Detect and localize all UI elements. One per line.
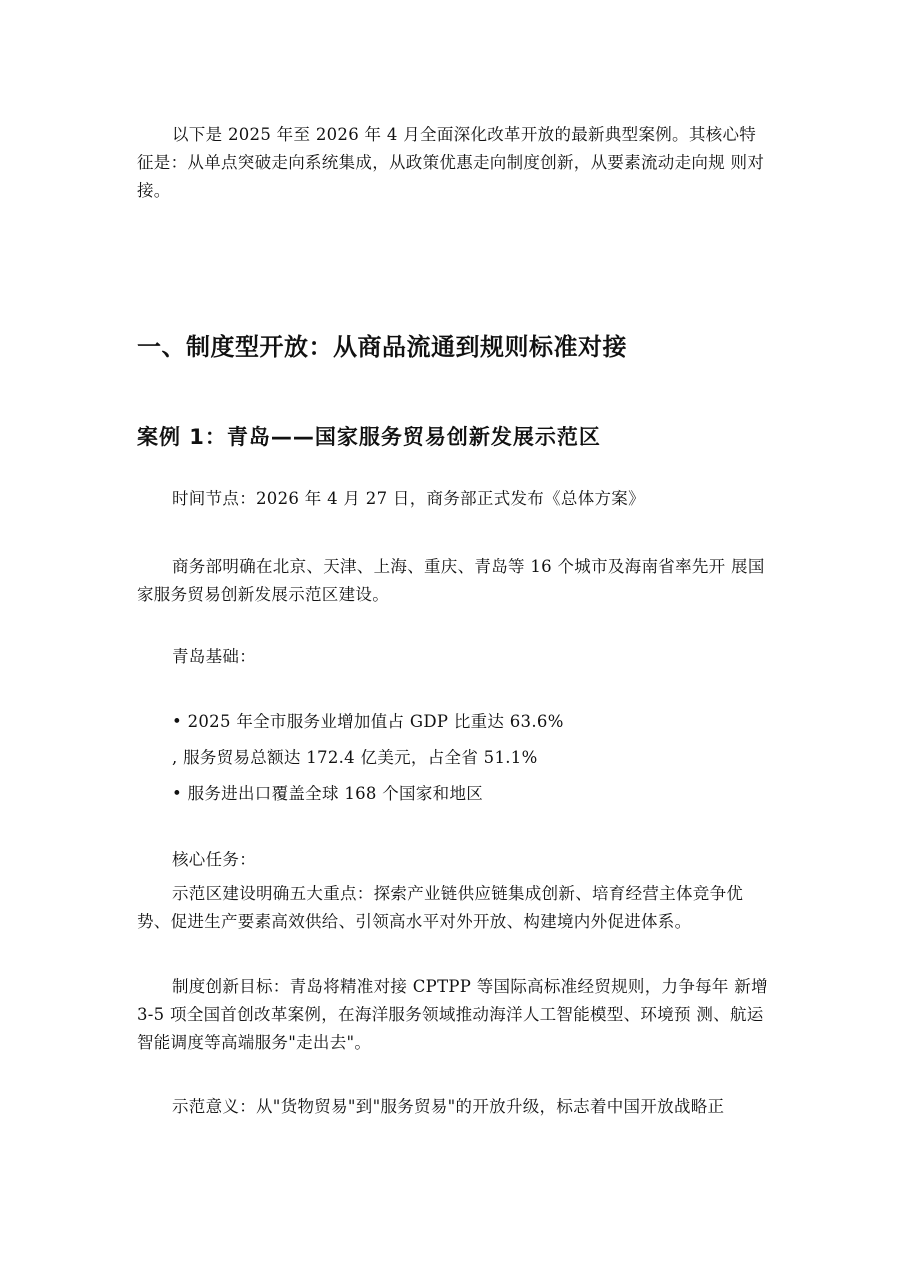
announcement-paragraph: 商务部明确在北京、天津、上海、重庆、青岛等 16 个城市及海南省率先开 展国家服务贸易创新发展示范区建设。 — [137, 557, 765, 604]
basis-item: • 服务进出口覆盖全球 168 个国家和地区 — [172, 784, 484, 803]
core-task-label: 核心任务： — [172, 850, 256, 869]
innovation-goal-paragraph: 制度创新目标：青岛将精准对接 CPTPP 等国际高标准经贸规则，力争每年 新增 3-5 项全国首创改革案例，在海洋服务领域推动海洋人工智能模型、环境预 测、航运智能调度等高端服务"走出去"。 — [137, 977, 768, 1052]
basis-item: • 2025 年全市服务业增加值占 GDP 比重达 63.6% — [172, 712, 564, 731]
significance-paragraph: 示范意义：从"货物贸易"到"服务贸易"的开放升级，标志着中国开放战略正 — [172, 1097, 725, 1116]
case-heading: 案例 1：青岛——国家服务贸易创新发展示范区 — [137, 425, 601, 449]
section-heading: 一、制度型开放：从商品流通到规则标准对接 — [137, 333, 627, 361]
intro-paragraph: 以下是 2025 年至 2026 年 4 月全面深化改革开放的最新典型案例。其核心特 征是：从单点突破走向系统集成，从政策优惠走向制度创新，从要素流动走向规 则对接。 — [137, 125, 765, 200]
timeline-line: 时间节点：2026 年 4 月 27 日，商务部正式发布《总体方案》 — [172, 489, 645, 508]
basis-label: 青岛基础： — [172, 647, 256, 666]
basis-item: , 服务贸易总额达 172.4 亿美元，占全省 51.1% — [172, 748, 538, 767]
core-task-paragraph: 示范区建设明确五大重点：探索产业链供应链集成创新、培育经营主体竞争优势、促进生产要素高效供给、引领高水平对外开放、构建境内外促进体系。 — [137, 884, 744, 931]
